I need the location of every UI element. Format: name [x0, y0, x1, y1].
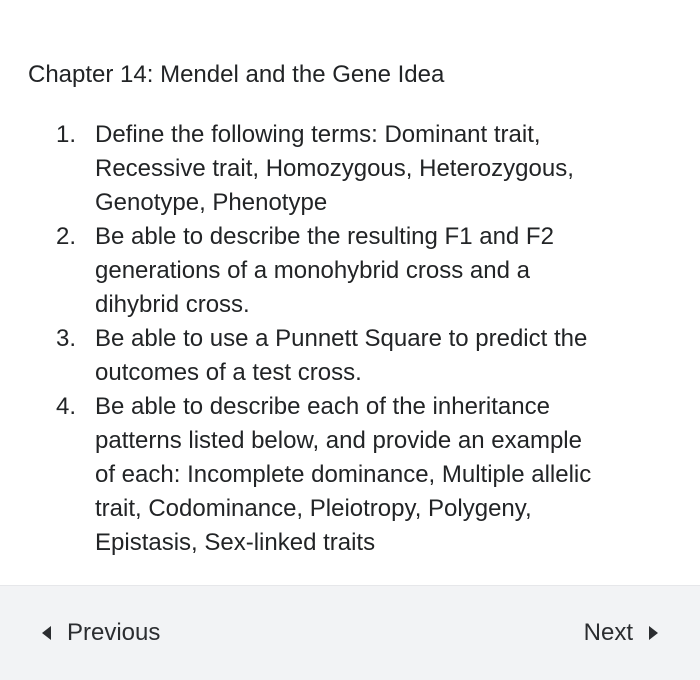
question-list	[0, 118, 700, 560]
question-line: generations of a monohybrid cross and a	[95, 257, 530, 284]
question-line: Define the following terms: Dominant trait,	[95, 121, 541, 148]
chapter-title: Chapter 14: Mendel and the Gene Idea	[28, 61, 445, 88]
triangle-right-icon	[649, 626, 658, 640]
previous-label: Previous	[67, 619, 161, 646]
question-item-1	[0, 118, 700, 220]
question-line: Recessive trait, Homozygous, Heterozygous,	[95, 155, 574, 182]
triangle-left-icon	[42, 626, 51, 640]
question-line: Be able to describe each of the inheritance	[95, 393, 550, 420]
next-button[interactable]	[584, 616, 658, 650]
question-line: patterns listed below, and provide an example	[95, 427, 582, 454]
navigation-footer	[0, 585, 700, 680]
question-line: Be able to describe the resulting F1 and F2	[95, 223, 554, 250]
question-line: Be able to use a Punnett Square to predict the	[95, 325, 588, 352]
question-item-4	[0, 390, 700, 560]
question-number: 1.	[56, 121, 77, 148]
question-number: 4.	[56, 393, 77, 420]
previous-button[interactable]	[42, 616, 160, 650]
next-label: Next	[583, 619, 633, 646]
question-line: Epistasis, Sex-linked traits	[95, 529, 376, 556]
question-line: of each: Incomplete dominance, Multiple allelic	[95, 461, 592, 488]
question-item-3	[0, 322, 700, 390]
question-line: outcomes of a test cross.	[95, 359, 362, 386]
question-line: trait, Codominance, Pleiotropy, Polygeny,	[95, 495, 532, 522]
question-number: 3.	[56, 325, 77, 352]
question-number: 2.	[56, 223, 77, 250]
question-item-2	[0, 220, 700, 322]
question-line: Genotype, Phenotype	[95, 189, 328, 216]
question-line: dihybrid cross.	[95, 291, 250, 318]
